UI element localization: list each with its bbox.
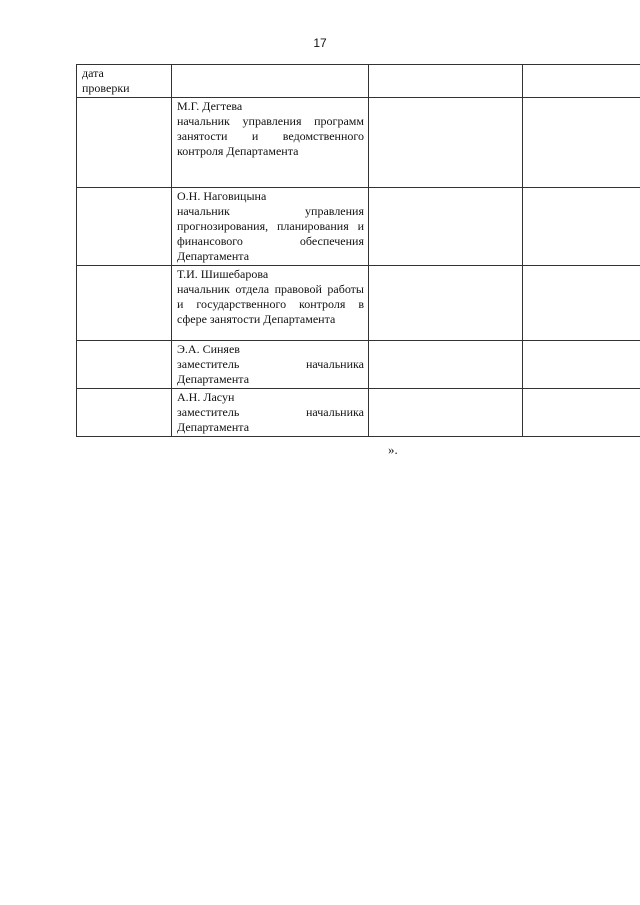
person-name: Э.А. Синяев	[177, 342, 240, 356]
person-position: заместитель начальника	[177, 357, 364, 371]
person-position: заместитель начальника	[177, 405, 364, 419]
table-cell	[523, 389, 640, 437]
check-date-label: дата	[82, 66, 104, 80]
person-position-continued: Департамента	[177, 420, 250, 434]
table-cell	[77, 266, 172, 341]
table-cell	[523, 65, 640, 98]
table-cell	[369, 65, 523, 98]
check-date-label-continued: проверки	[82, 81, 130, 95]
table-cell	[523, 266, 640, 341]
table-cell	[523, 98, 640, 188]
table-cell	[172, 188, 369, 266]
table-cell	[369, 98, 523, 188]
table-row	[77, 65, 640, 98]
table-cell	[369, 341, 523, 389]
table-row	[77, 98, 640, 188]
person-name: А.Н. Ласун	[177, 390, 235, 404]
table-cell	[172, 98, 369, 188]
table-cell	[77, 65, 172, 98]
table-cell	[369, 188, 523, 266]
person-position: начальник отдела правовой работы и государственного контроля в сфере занятости Департамента	[177, 282, 364, 326]
table-cell	[77, 341, 172, 389]
table-cell	[523, 188, 640, 266]
table-cell	[172, 389, 369, 437]
person-name: М.Г. Дегтева	[177, 99, 243, 113]
person-position: начальник управления программ занятости и ведомственного контроля Департамента	[177, 114, 364, 158]
table-cell	[77, 188, 172, 266]
table-row	[77, 341, 640, 389]
table-cell	[172, 266, 369, 341]
table-row	[77, 389, 640, 437]
table-cell	[77, 98, 172, 188]
person-name: Т.И. Шишебарова	[177, 267, 269, 281]
table-cell	[77, 389, 172, 437]
responsible-persons-table	[76, 64, 640, 437]
page-number: 17	[313, 36, 327, 50]
table-cell	[523, 341, 640, 389]
table-cell	[172, 65, 369, 98]
closing-quote-mark: ».	[388, 442, 398, 457]
table-cell	[369, 266, 523, 341]
person-name: О.Н. Наговицына	[177, 189, 267, 203]
person-position: начальник управления прогнозирования, планирования и финансового обеспечения Департамента	[177, 204, 364, 263]
table-row	[77, 188, 640, 266]
table-row	[77, 266, 640, 341]
person-position-continued: Департамента	[177, 372, 250, 386]
table-cell	[172, 341, 369, 389]
table-cell	[369, 389, 523, 437]
